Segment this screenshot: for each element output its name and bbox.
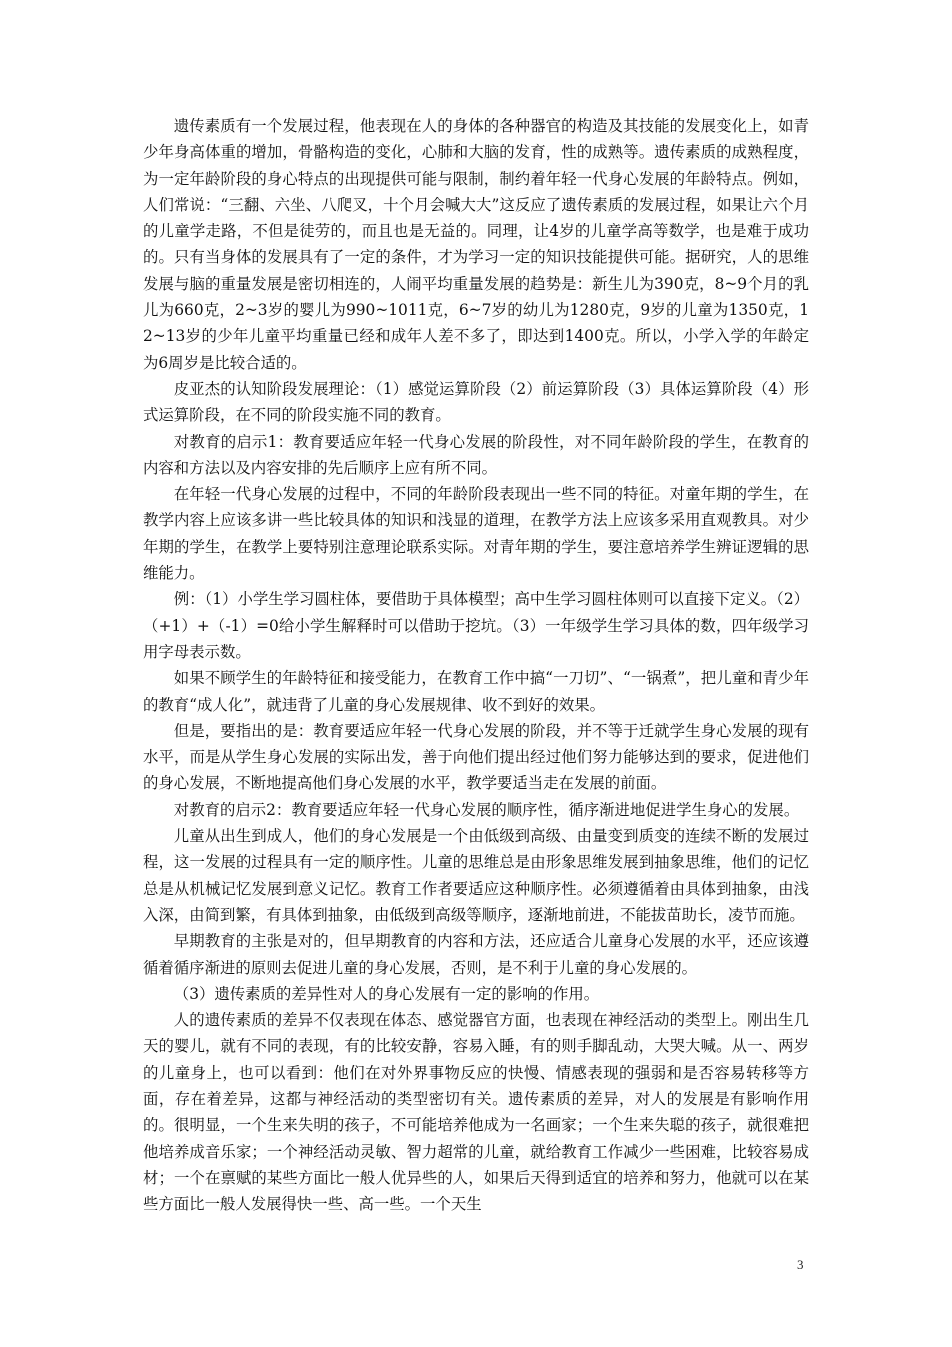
paragraph-implication-2: 对教育的启示2：教育要适应年轻一代身心发展的顺序性，循序渐进地促进学生身心的发展。: [173, 800, 800, 819]
paragraph-implication-1: 对教育的启示1：教育要适应年轻一代身心发展的阶段性，对不同年龄阶段的学生，在教育的内容和方法以及内容安排的先后顺序上应有所不同。: [143, 432, 809, 477]
paragraph-piaget-stages: 皮亚杰的认知阶段发展理论：（1）感觉运算阶段（2）前运算阶段（3）具体运算阶段（4）形式运算阶段，在不同的阶段实施不同的教育。: [143, 379, 809, 425]
paragraph-heading-differences: （3）遗传素质的差异性对人的身心发展有一定的影响的作用。: [173, 984, 600, 1003]
paragraph-age-characteristics: 在年轻一代身心发展的过程中，不同的年龄阶段表现出一些不同的特征。对童年期的学生，在教学内容上应该多讲一些比较具体的知识和浅显的道理，在教学方法上应该多采用直观教具。对少年期的学生，在教学上要特别注意理论联系实际。对青年期的学生，要注意培养学生辨证逻辑的思维能力。: [143, 485, 809, 583]
paragraph-examples: 例：（1）小学生学习圆柱体，要借助于具体模型；高中生学习圆柱体则可以直接下定义。（2）（+1）+（-1）=0给小学生解释时可以借助于挖坑。（3）一年级学生学习具体的数，四年级学习用字母表示数。: [143, 590, 809, 661]
paragraph-early-education: 早期教育的主张是对的，但早期教育的内容和方法，还应适合儿童身心发展的水平，还应该遵循着循序渐进的原则去促进儿童的身心发展，否则，是不利于儿童的身心发展的。: [143, 932, 809, 977]
paragraph-sequential-development: 儿童从出生到成人，他们的身心发展是一个由低级到高级、由量变到质变的连续不断的发展过程，这一发展的过程具有一定的顺序性。儿童的思维总是由形象思维发展到抽象思维，他们的记忆总是从机械记忆发展到意义记忆。教育工作者要适应这种顺序性。必须遵循着由具体到抽象，由浅入深，由简到繁，有具体到抽象，由低级到高级等顺序，逐渐地前进，不能拔苗助长，凌节而施。: [143, 827, 809, 924]
paragraph-genetic-development: 遗传素质有一个发展过程，他表现在人的身体的各种器官的构造及其技能的发展变化上，如青少年身高体重的增加，骨骼构造的变化，心肺和大脑的发育，性的成熟等。遗传素质的成熟程度，为一定年龄阶段的身心特点的出现提供可能与限制，制约着年轻一代身心发展的年龄特点。例如，人们常说：“三翻、六坐、八爬叉，十个月会喊大大”这反应了遗传素质的发展过程，如果让六个月的儿童学走路，不但是徒劳的，而且也是无益的。同理，让4岁的儿童学高等数学，也是难于成功的。只有当身体的发展具有了一定的条件，才为学习一定的知识技能提供可能。据研究，人的思维发展与脑的重量发展是密切相连的，人闹平均重量发展的趋势是：新生儿为390克，8~9个月的乳儿为660克，2~3岁的婴儿为990~1011克，6~7岁的幼儿为1280克，9岁的儿童为1350克，12~13岁的少年儿童平均重量已经和成年人差不多了，即达到1400克。所以，小学入学的年龄定为6周岁是比较合适的。: [143, 117, 809, 372]
paragraph-one-size-fits-all: 如果不顾学生的年龄特征和接受能力，在教育工作中搞“一刀切”、“一锅煮”，把儿童和青少年的教育“成人化”，就违背了儿童的身心发展规律、收不到好的效果。: [143, 669, 809, 714]
paragraph-individual-differences: 人的遗传素质的差异不仅表现在体态、感觉器官方面，也表现在神经活动的类型上。刚出生几天的婴儿，就有不同的表现，有的比较安静，容易入睡，有的则手脚乱动，大哭大喊。从一、两岁的儿童身上，也可以看到：他们在对外界事物反应的快慢、情感表现的强弱和是否容易转移等方面，存在着差异，这都与神经活动的类型密切有关。遗传素质的差异，对人的发展是有影响作用的。很明显，一个生来失明的孩子，不可能培养他成为一名画家；一个生来失聪的孩子，就很难把他培养成音乐家；一个神经活动灵敏、智力超常的儿童，就给教育工作减少一些困难，比较容易成材；一个在禀赋的某些方面比一般人优异些的人，如果后天得到适宜的培养和努力，他就可以在某些方面比一般人发展得快一些、高一些。一个天生: [143, 1011, 809, 1214]
page-number: 3: [797, 1257, 804, 1272]
body-text: [143, 113, 809, 1217]
paragraph-ahead-of-development: 但是，要指出的是：教育要适应年轻一代身心发展的阶段，并不等于迁就学生身心发展的现有水平，而是从学生身心发展的实际出发，善于向他们提出经过他们努力能够达到的要求，促进他们的身心发展，不断地提高他们身心发展的水平，教学要适当走在发展的前面。: [143, 721, 809, 793]
